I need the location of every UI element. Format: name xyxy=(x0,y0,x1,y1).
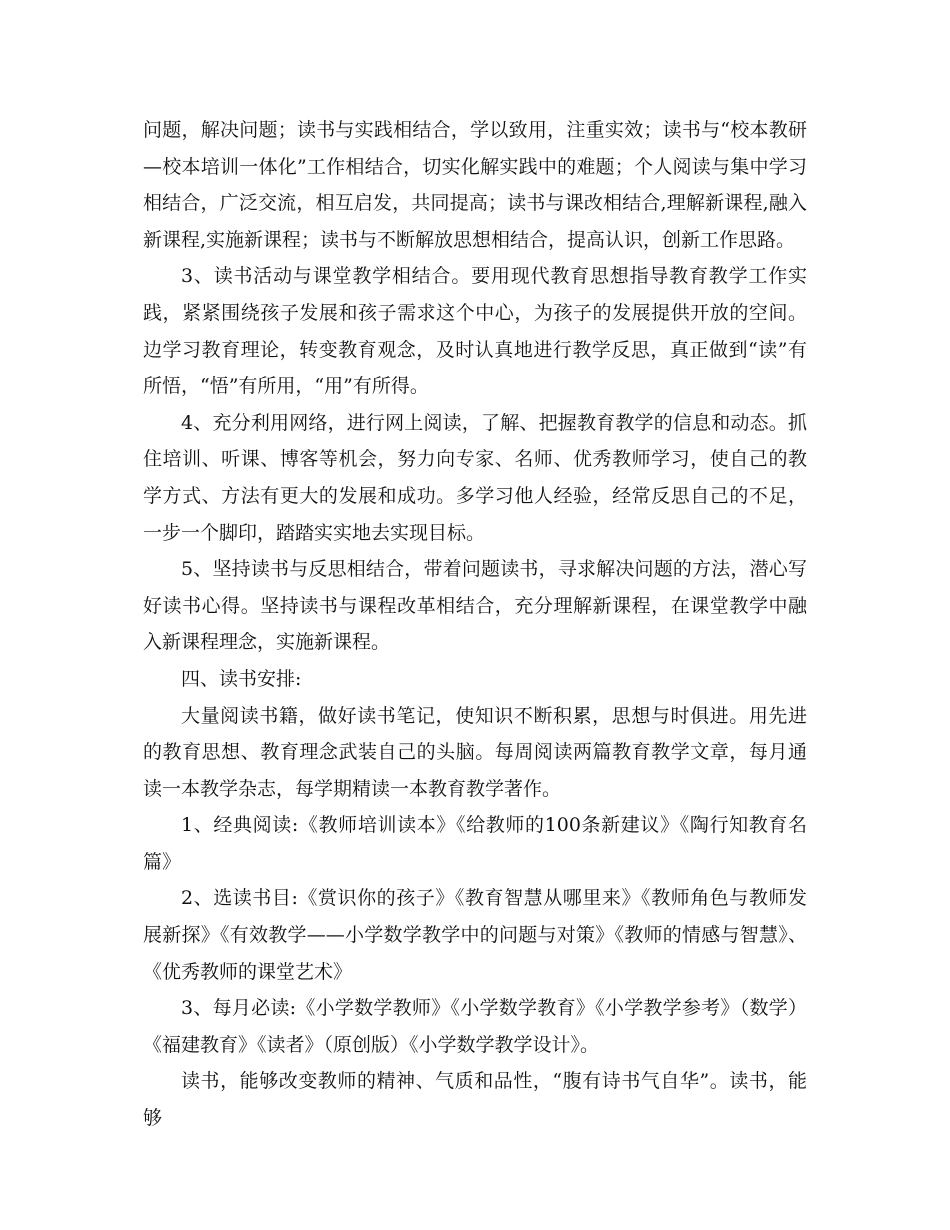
paragraph-closing: 读书，能够改变教师的精神、气质和品性，“腹有诗书气自华”。读书，能够 xyxy=(143,1070,807,1130)
paragraph-item-5: 5、坚持读书与反思相结合，带着问题读书，寻求解决问题的方法，潜心写好读书心得。坚持读书与课程改革相结合，充分理解新课程，在课堂教学中融入新课程理念，实施新课程。 xyxy=(143,558,807,654)
paragraph-monthly-reading: 3、每月必读:《小学数学教师》《小学数学教育》《小学教学参考》（数学）《福建教育》《读者》（原创版）《小学数学教学设计》。 xyxy=(143,997,807,1056)
paragraph-item-4: 4、充分利用网络，进行网上阅读，了解、把握教育教学的信息和动态。抓住培训、听课、博客等机会，努力向专家、名师、优秀教师学习，使自己的教学方式、方法有更大的发展和成功。多学习他人经验，经常反思自己的不足，一步一个脚印，踏踏实实地去实现目标。 xyxy=(143,411,807,544)
section-heading-reading-plan: 四、读书安排: xyxy=(181,667,302,690)
paragraph-reading-overview: 大量阅读书籍，做好读书笔记，使知识不断积累，思想与时俱进。用先进的教育思想、教育理念武装自己的头脑。每周阅读两篇教育教学文章，每月通读一本教学杂志，每学期精读一本教育教学著作。 xyxy=(143,704,807,800)
document-body xyxy=(143,112,807,1137)
paragraph-continued: 问题，解决问题；读书与实践相结合，学以致用，注重实效；读书与“校本教研—校本培训一体化”工作相结合，切实化解实践中的难题；个人阅读与集中学习相结合，广泛交流，相互启发，共同提高；读书与课改相结合,理解新课程,融入新课程,实施新课程；读书与不断解放思想相结合，提高认识，创新工作思路。 xyxy=(143,119,807,251)
paragraph-classic-reading: 1、经典阅读:《教师培训读本》《给教师的100条新建议》《陶行知教育名篇》 xyxy=(143,814,807,873)
paragraph-item-3: 3、读书活动与课堂教学相结合。要用现代教育思想指导教育教学工作实践，紧紧围绕孩子发展和孩子需求这个中心，为孩子的发展提供开放的空间。边学习教育理论，转变教育观念，及时认真地进行教学反思，真正做到“读”有所悟，“悟”有所用，“用”有所得。 xyxy=(143,265,807,398)
paragraph-selected-books: 2、选读书目:《赏识你的孩子》《教育智慧从哪里来》《教师角色与教师发展新探》《有效教学——小学数学教学中的问题与对策》《教师的情感与智慧》、《优秀教师的课堂艺术》 xyxy=(143,887,807,983)
